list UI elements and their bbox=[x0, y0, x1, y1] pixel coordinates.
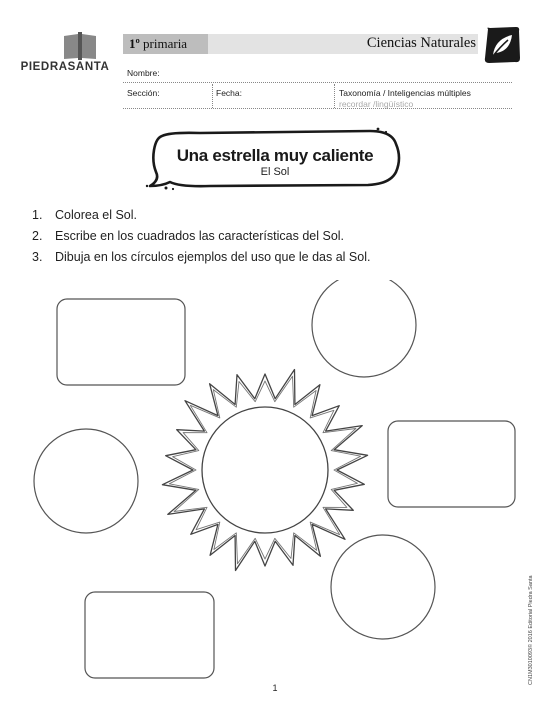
answer-box[interactable] bbox=[85, 592, 214, 678]
section-field-label: Sección: bbox=[127, 88, 160, 98]
instruction-item bbox=[32, 250, 370, 271]
page-number: 1 bbox=[272, 683, 278, 693]
grade-text: primaria bbox=[143, 36, 188, 51]
publisher-logo bbox=[10, 32, 120, 82]
form-bottom-line bbox=[123, 108, 512, 109]
drawing-circle[interactable] bbox=[331, 535, 435, 639]
drawing-circle[interactable] bbox=[34, 429, 138, 533]
sun-icon[interactable] bbox=[162, 370, 367, 571]
instruction-item bbox=[32, 208, 370, 229]
taxonomy-value: recordar /lingüístico bbox=[339, 99, 414, 109]
copyright-note bbox=[528, 545, 540, 685]
grade-label bbox=[129, 36, 187, 52]
book-icon bbox=[62, 32, 98, 60]
field-divider bbox=[334, 84, 335, 108]
instruction-text: Dibuja en los círculos ejemplos del uso que le das al Sol. bbox=[55, 250, 371, 264]
leaf-icon bbox=[482, 25, 522, 65]
activity-area bbox=[0, 280, 550, 690]
instruction-text: Escribe en los cuadrados las características del Sol. bbox=[55, 229, 345, 243]
page-subtitle: El Sol bbox=[260, 166, 290, 178]
drawing-circle[interactable] bbox=[312, 280, 416, 377]
page-title: Una estrella muy caliente bbox=[176, 146, 374, 165]
subject-title: Ciencias Naturales bbox=[366, 35, 476, 51]
instruction-number: 1. bbox=[32, 208, 43, 222]
copyright-text: CN1M3010093© 2016 Editorial Piedra Santa bbox=[528, 575, 534, 685]
date-field-label: Fecha: bbox=[216, 88, 242, 98]
publisher-name: PIEDRASANTA bbox=[20, 61, 110, 73]
instruction-text: Colorea el Sol. bbox=[55, 208, 137, 222]
instruction-item bbox=[32, 229, 370, 250]
answer-box[interactable] bbox=[388, 421, 515, 507]
taxonomy-label: Taxonomía / Inteligencias múltiples bbox=[339, 88, 471, 98]
grade-number: 1º bbox=[129, 36, 140, 51]
name-field-label: Nombre: bbox=[127, 68, 160, 78]
instruction-number: 2. bbox=[32, 229, 43, 243]
instruction-number: 3. bbox=[32, 250, 43, 264]
answer-box[interactable] bbox=[57, 299, 185, 385]
name-field-line[interactable] bbox=[123, 82, 512, 83]
instructions-list bbox=[32, 208, 370, 271]
field-divider bbox=[212, 84, 213, 108]
